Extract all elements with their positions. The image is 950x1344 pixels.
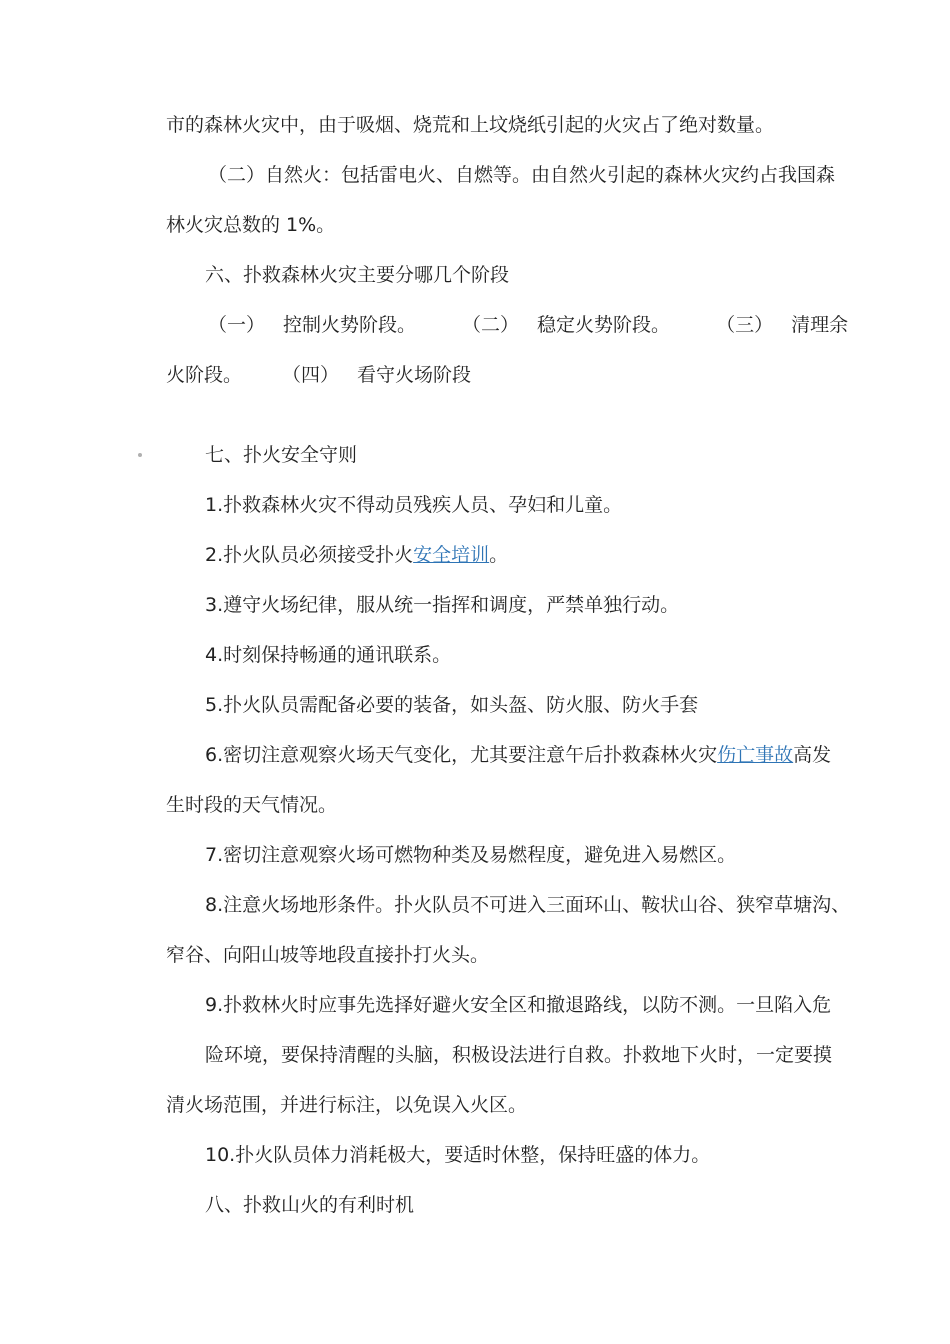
- safety-training-link[interactable]: 安全培训: [413, 544, 490, 566]
- rule-item-continued: 清火场范围，并进行标注，以免误入火区。: [166, 1094, 528, 1116]
- stage-number: （一）: [208, 314, 266, 336]
- section-heading: 六、扑救森林火灾主要分哪几个阶段: [205, 264, 510, 286]
- rule-item: 3.遵守火场纪律，服从统一指挥和调度，严禁单独行动。: [205, 594, 680, 616]
- stage-text: 清理余: [791, 314, 849, 336]
- paragraph-line: [208, 313, 848, 337]
- rule-text: 6.密切注意观察火场天气变化，尤其要注意午后扑救森林火灾: [205, 744, 718, 766]
- stage-text: 稳定火势阶段。: [537, 314, 671, 336]
- rule-item: [205, 543, 508, 567]
- paragraph-line: [166, 363, 471, 387]
- stage-number: （四）: [282, 364, 340, 386]
- paragraph-line: （二）自然火：包括雷电火、自燃等。由自然火引起的森林火灾约占我国森: [208, 164, 836, 186]
- paragraph-line: 林火灾总数的 1%。: [166, 214, 336, 236]
- rule-item: 1.扑救森林火灾不得动员残疾人员、孕妇和儿童。: [205, 494, 623, 516]
- rule-item: 4.时刻保持畅通的通讯联系。: [205, 644, 452, 666]
- rule-item-continued: 险环境，要保持清醒的头脑，积极设法进行自救。扑救地下火时，一定要摸: [205, 1044, 833, 1066]
- paragraph-line: 市的森林火灾中，由于吸烟、烧荒和上坟烧纸引起的火灾占了绝对数量。: [166, 114, 775, 136]
- rule-item: [205, 743, 831, 767]
- rule-text: 2.扑火队员必须接受扑火: [205, 544, 414, 566]
- rule-item: 7.密切注意观察火场可燃物种类及易燃程度，避免进入易燃区。: [205, 844, 737, 866]
- stage-number: （二）: [462, 314, 520, 336]
- rule-item: 5.扑火队员需配备必要的装备，如头盔、防火服、防火手套: [205, 694, 699, 716]
- section-heading: 七、扑火安全守则: [205, 444, 358, 466]
- rule-item: 9.扑救林火时应事先选择好避火安全区和撤退路线，以防不测。一旦陷入危: [205, 994, 832, 1016]
- stage-text: 火阶段。: [166, 364, 243, 386]
- rule-item: 8.注意火场地形条件。扑火队员不可进入三面环山、鞍状山谷、狭窄草塘沟、: [205, 894, 851, 916]
- bullet-dot: [138, 453, 142, 457]
- casualty-accident-link[interactable]: 伤亡事故: [717, 744, 794, 766]
- rule-item-continued: 窄谷、向阳山坡等地段直接扑打火头。: [166, 944, 490, 966]
- rule-item-continued: 生时段的天气情况。: [166, 794, 338, 816]
- stage-text: 看守火场阶段: [357, 364, 472, 386]
- rule-text: 。: [489, 544, 509, 566]
- stage-text: 控制火势阶段。: [283, 314, 417, 336]
- stage-number: （三）: [716, 314, 774, 336]
- section-heading: 八、扑救山火的有利时机: [205, 1194, 415, 1216]
- rule-text: 高发: [793, 744, 832, 766]
- rule-item: 10.扑火队员体力消耗极大，要适时休整，保持旺盛的体力。: [205, 1144, 711, 1166]
